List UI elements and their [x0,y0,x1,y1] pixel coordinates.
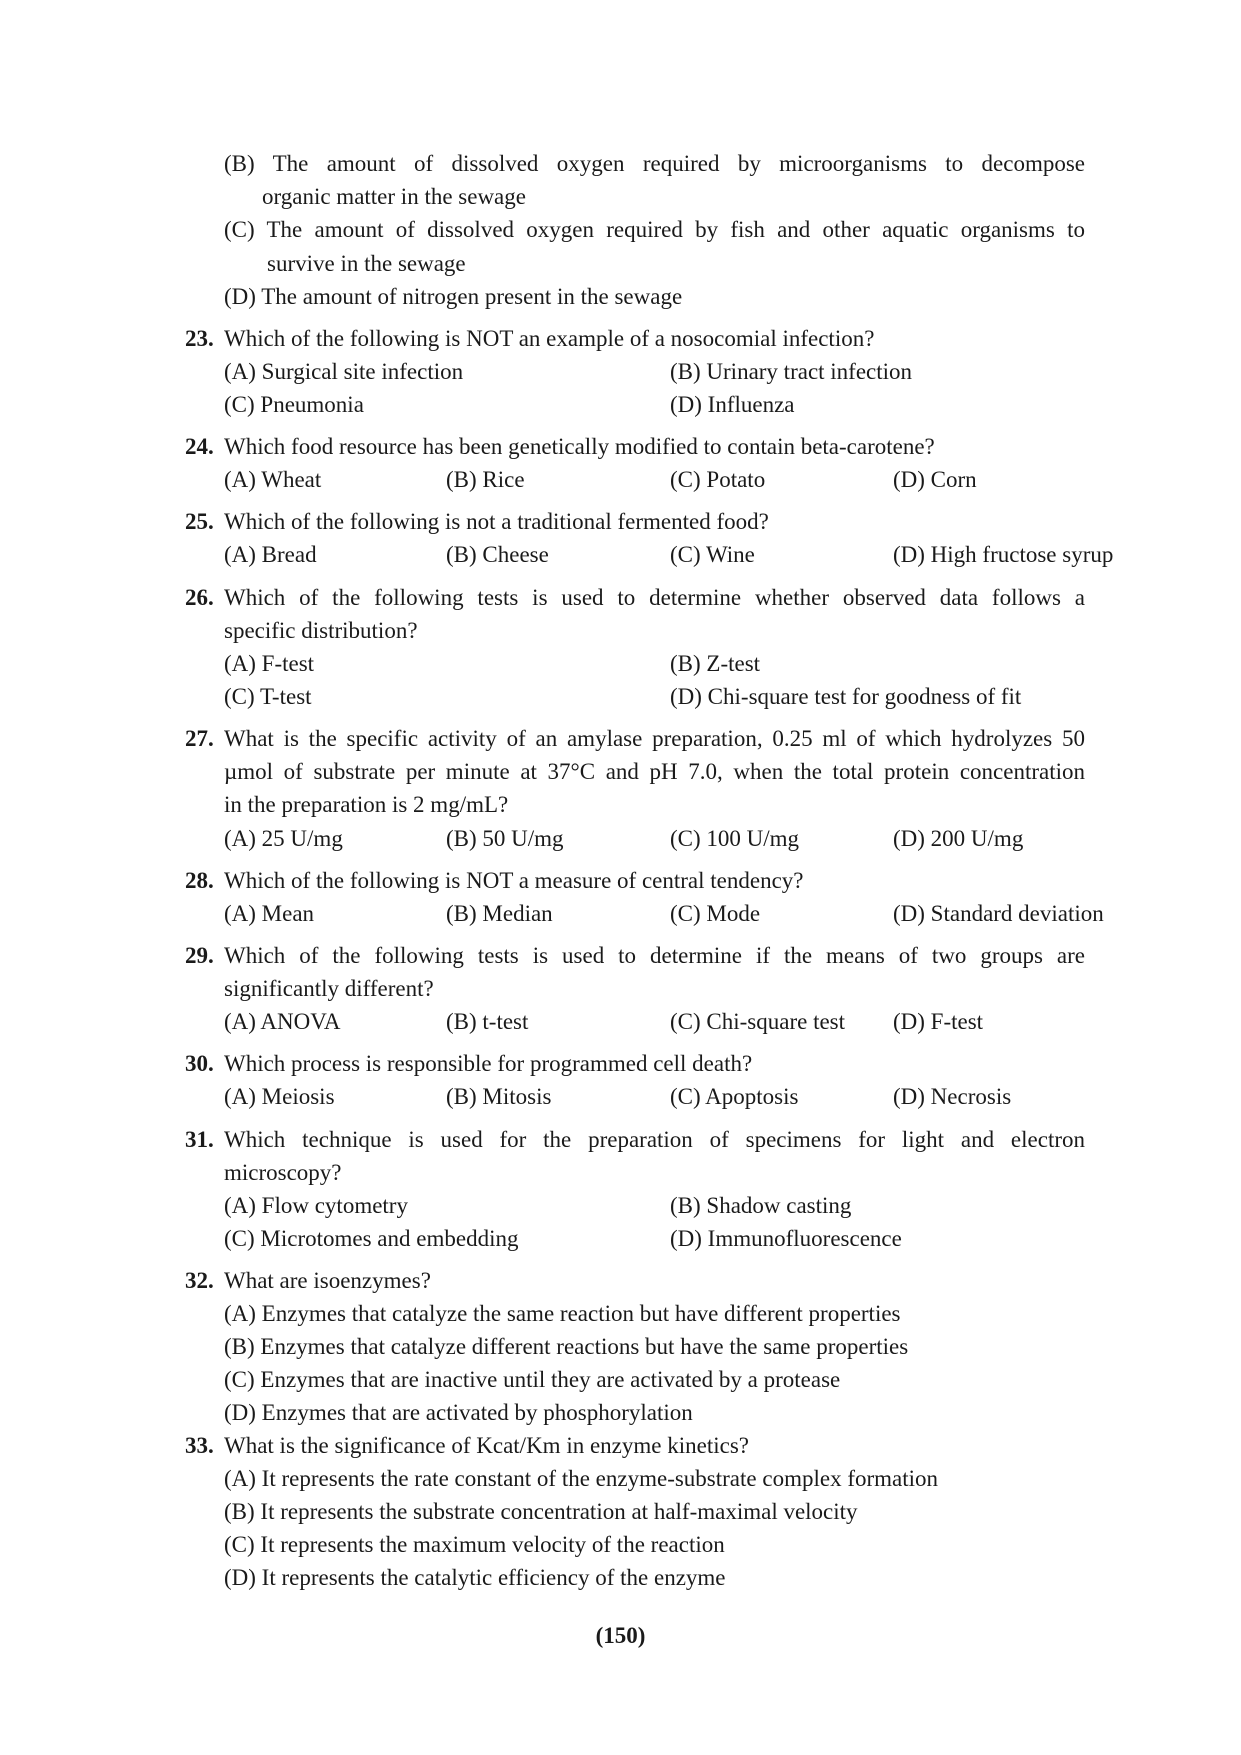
option-d: (D) Necrosis [893,1084,1012,1109]
option-b: (B) Cheese [446,542,549,567]
option-d: (D) Immunofluorescence [670,1226,902,1251]
question-stem: Which technique is used for the preparation of specimens for light and electron [224,1127,1085,1152]
question-number: 30. [185,1051,214,1076]
question-stem: Which of the following is not a traditional fermented food? [224,509,769,534]
option-c: (C) Wine [670,542,755,567]
option-b: (B) It represents the substrate concentration at half-maximal velocity [224,1499,858,1524]
option-a: (A) 25 U/mg [224,826,343,851]
carryover-line: (D) The amount of nitrogen present in the sewage [224,284,683,309]
option-b: (B) Shadow casting [670,1193,852,1218]
option-c: (C) It represents the maximum velocity of the reaction [224,1532,725,1557]
question-stem: What is the significance of Kcat/Km in enzyme kinetics? [224,1433,749,1458]
option-a: (A) Enzymes that catalyze the same reaction but have different properties [224,1301,901,1326]
option-c: (C) Potato [670,467,766,492]
option-c: (C) Pneumonia [224,392,364,417]
option-d: (D) Enzymes that are activated by phosphorylation [224,1400,693,1425]
question-stem: What are isoenzymes? [224,1268,431,1293]
question-number: 33. [185,1433,214,1458]
option-b: (B) Z-test [670,651,761,676]
option-c: (C) Microtomes and embedding [224,1226,519,1251]
carryover-line: organic matter in the sewage [262,184,526,209]
question-stem: in the preparation is 2 mg/mL? [224,792,509,817]
question-stem: significantly different? [224,976,434,1001]
option-d: (D) Corn [893,467,977,492]
option-d: (D) F-test [893,1009,984,1034]
question-number: 24. [185,434,214,459]
option-d: (D) It represents the catalytic efficiency of the enzyme [224,1565,726,1590]
question-number: 23. [185,326,214,351]
page-number: (150) [595,1623,646,1648]
option-a: (A) Mean [224,901,315,926]
question-stem: µmol of substrate per minute at 37°C and pH 7.0, when the total protein concentration [224,759,1085,784]
option-b: (B) Urinary tract infection [670,359,913,384]
option-a: (A) Flow cytometry [224,1193,408,1218]
question-number: 28. [185,868,214,893]
option-b: (B) t-test [446,1009,529,1034]
option-d: (D) Chi-square test for goodness of fit [670,684,1022,709]
option-d: (D) High fructose syrup [893,542,1114,567]
option-a: (A) F-test [224,651,315,676]
option-a: (A) Surgical site infection [224,359,464,384]
carryover-line: survive in the sewage [267,251,466,276]
question-stem: specific distribution? [224,618,418,643]
option-c: (C) Chi-square test [670,1009,846,1034]
option-d: (D) 200 U/mg [893,826,1024,851]
question-stem: Which of the following is NOT a measure of central tendency? [224,868,804,893]
question-number: 27. [185,726,214,751]
question-stem: Which of the following tests is used to determine whether observed data follows a [224,585,1085,610]
option-d: (D) Influenza [670,392,795,417]
option-a: (A) Bread [224,542,317,567]
carryover-line: (C) The amount of dissolved oxygen required by fish and other aquatic organisms to [224,217,1085,242]
question-stem: Which food resource has been genetically modified to contain beta-carotene? [224,434,935,459]
option-c: (C) 100 U/mg [670,826,800,851]
question-number: 29. [185,943,214,968]
option-b: (B) Rice [446,467,525,492]
question-number: 25. [185,509,214,534]
option-d: (D) Standard deviation [893,901,1104,926]
option-c: (C) Mode [670,901,761,926]
option-b: (B) Enzymes that catalyze different reactions but have the same properties [224,1334,909,1359]
option-b: (B) 50 U/mg [446,826,564,851]
question-number: 31. [185,1127,214,1152]
option-a: (A) ANOVA [224,1009,341,1034]
question-stem: microscopy? [224,1160,342,1185]
question-stem: Which of the following tests is used to determine if the means of two groups are [224,943,1085,968]
carryover-line: (B) The amount of dissolved oxygen required by microorganisms to decompose [224,151,1085,176]
option-a: (A) Meiosis [224,1084,335,1109]
option-b: (B) Median [446,901,553,926]
question-stem: Which process is responsible for programmed cell death? [224,1051,753,1076]
question-number: 26. [185,585,214,610]
option-b: (B) Mitosis [446,1084,552,1109]
option-c: (C) Apoptosis [670,1084,799,1109]
question-stem: What is the specific activity of an amylase preparation, 0.25 ml of which hydrolyzes 50 [224,726,1085,751]
question-number: 32. [185,1268,214,1293]
option-a: (A) Wheat [224,467,322,492]
question-stem: Which of the following is NOT an example of a nosocomial infection? [224,326,875,351]
option-c: (C) T-test [224,684,312,709]
option-a: (A) It represents the rate constant of the enzyme-substrate complex formation [224,1466,939,1491]
option-c: (C) Enzymes that are inactive until they are activated by a protease [224,1367,841,1392]
